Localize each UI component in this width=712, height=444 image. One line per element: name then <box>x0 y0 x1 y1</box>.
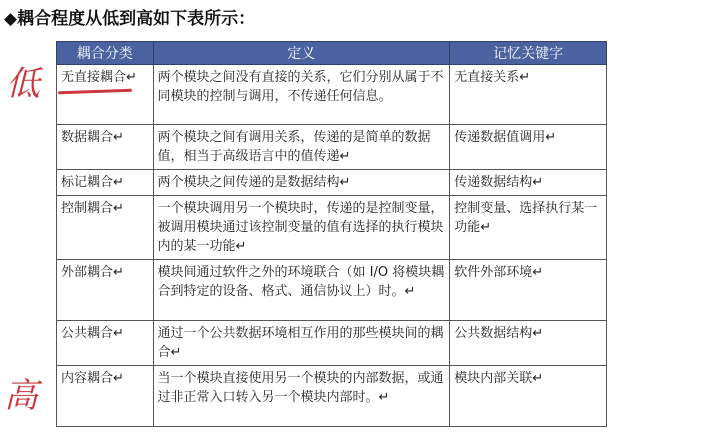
cell-definition: 两个模块之间有调用关系，传递的是简单的数据值，相当于高级语言中的值传递↵ <box>153 125 450 170</box>
header-definition: 定义 <box>153 42 450 65</box>
table-row <box>57 65 607 125</box>
cell-type: 数据耦合↵ <box>57 125 154 170</box>
cell-type: 无直接耦合↵ <box>57 65 154 125</box>
cell-type: 内容耦合↵ <box>57 366 154 427</box>
table-row <box>57 260 607 321</box>
cell-definition: 通过一个公共数据环境相互作用的那些模块间的耦合↵ <box>153 321 450 366</box>
page-heading: ◆耦合程度从低到高如下表所示： <box>4 9 256 29</box>
table-row <box>57 125 607 170</box>
cell-type: 外部耦合↵ <box>57 260 154 321</box>
table-row <box>57 321 607 366</box>
cell-keyword: 软件外部环境↵ <box>450 260 607 321</box>
table-row <box>57 366 607 427</box>
handwritten-high-mark: 高 <box>4 376 38 416</box>
cell-keyword: 无直接关系↵ <box>450 65 607 125</box>
cell-definition: 两个模块之间传递的是数据结构↵ <box>153 170 450 196</box>
coupling-table <box>56 41 607 427</box>
cell-keyword: 控制变量、选择执行某一功能↵ <box>450 196 607 260</box>
cell-definition: 模块间通过软件之外的环境联合（如 I/O 将模块耦合到特定的设备、格式、通信协议上）时。↵ <box>153 260 450 321</box>
cell-type: 公共耦合↵ <box>57 321 154 366</box>
cell-keyword: 传递数据结构↵ <box>450 170 607 196</box>
cell-type: 标记耦合↵ <box>57 170 154 196</box>
cell-keyword: 公共数据结构↵ <box>450 321 607 366</box>
cell-definition: 当一个模块直接使用另一个模块的内部数据，或通过非正常入口转入另一个模块内部时。↵ <box>153 366 450 427</box>
header-type: 耦合分类 <box>57 42 154 65</box>
table-row <box>57 196 607 260</box>
cell-definition: 两个模块之间没有直接的关系，它们分别从属于不同模块的控制与调用，不传递任何信息。 <box>153 65 450 125</box>
table-header-row <box>57 42 607 65</box>
cell-definition: 一个模块调用另一个模块时，传递的是控制变量，被调用模块通过该控制变量的值有选择的执行模块内的某一功能↵ <box>153 196 450 260</box>
header-keyword: 记忆关键字 <box>450 42 607 65</box>
cell-keyword: 传递数据值调用↵ <box>450 125 607 170</box>
handwritten-low-mark: 低 <box>6 64 40 104</box>
cell-type: 控制耦合↵ <box>57 196 154 260</box>
table-row <box>57 170 607 196</box>
cell-keyword: 模块内部关联↵ <box>450 366 607 427</box>
